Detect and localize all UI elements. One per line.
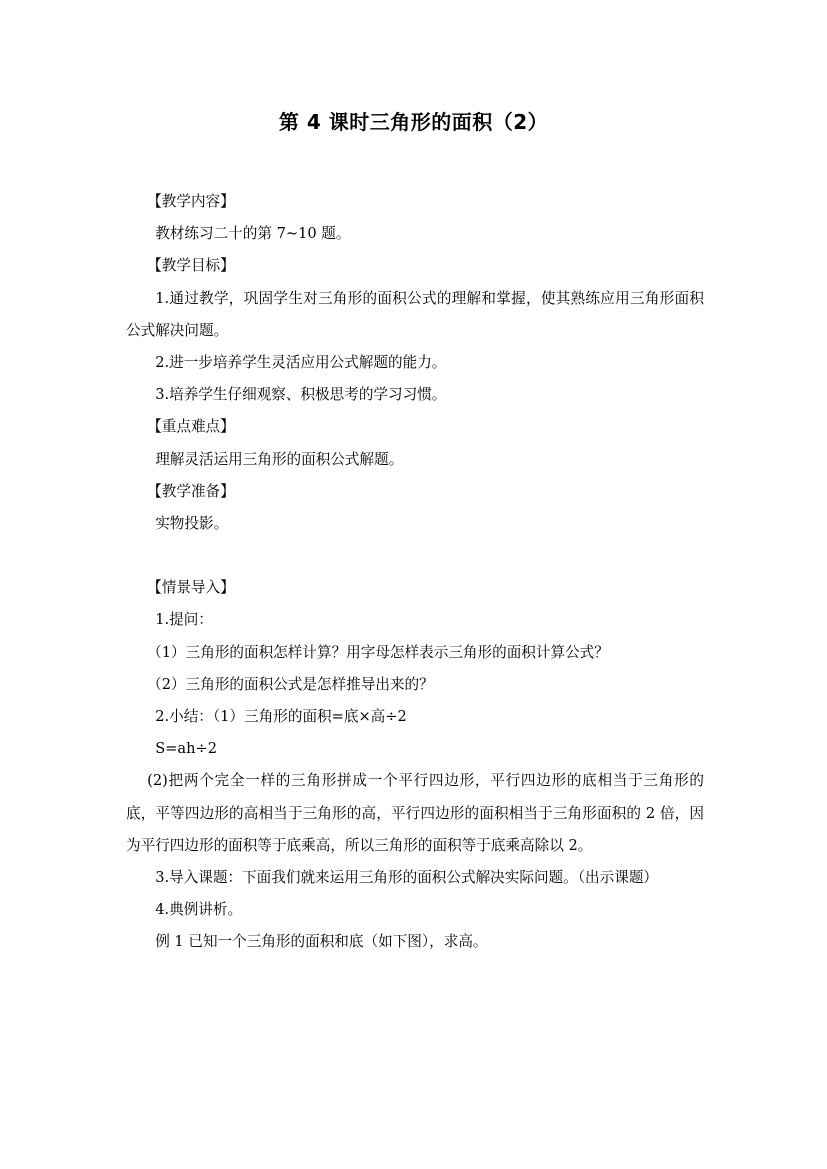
content-text: 教材练习二十的第 7~10 题。 — [155, 225, 351, 243]
goal-2: 2.进一步培养学生灵活应用公式解题的能力。 — [155, 354, 447, 372]
section-heading-intro: 【情景导入】 — [147, 579, 235, 597]
section-heading-goals: 【教学目标】 — [147, 257, 235, 275]
prep-text: 实物投影。 — [155, 515, 229, 533]
page-title: 第 4 课时三角形的面积（2） — [278, 110, 549, 134]
intro-question-1: （1）三角形的面积怎样计算？用字母怎样表示三角形的面积计算公式？ — [147, 643, 609, 661]
section-heading-prep: 【教学准备】 — [147, 482, 235, 500]
formula: S=ah÷2 — [155, 740, 218, 758]
goal-1: 1.通过教学，巩固学生对三角形的面积公式的理解和掌握，使其熟练应用三角形面积公式解决问题。 — [126, 289, 704, 339]
keypoints-text: 理解灵活运用三角形的面积公式解题。 — [155, 450, 404, 468]
document-body — [126, 186, 704, 959]
example-1: 例 1 已知一个三角形的面积和底（如下图），求高。 — [155, 933, 488, 951]
section-heading-keypoints: 【重点难点】 — [147, 418, 235, 436]
intro-1: 1.提问： — [155, 611, 213, 629]
intro-2: 2.小结：（1）三角形的面积=底×高÷2 — [155, 708, 407, 726]
intro-question-2: （2）三角形的面积公式是怎样推导出来的？ — [147, 675, 434, 693]
goal-3: 3.培养学生仔细观察、积极思考的学习习惯。 — [155, 386, 447, 404]
section-heading-content: 【教学内容】 — [147, 193, 235, 210]
intro-2-explanation: (2)把两个完全一样的三角形拼成一个平行四边形，平行四边形的底相当于三角形的底，平等四边形的高相当于三角形的高，平行四边形的面积相当于三角形面积的 2 倍，因为平行四边形的面积等于底乘高，所以三角形的面积等于底乘高除以 2。 — [126, 772, 704, 854]
intro-3: 3.导入课题：下面我们就来运用三角形的面积公式解决实际问题。（出示课题） — [155, 869, 659, 887]
intro-4: 4.典例讲析。 — [155, 901, 243, 919]
